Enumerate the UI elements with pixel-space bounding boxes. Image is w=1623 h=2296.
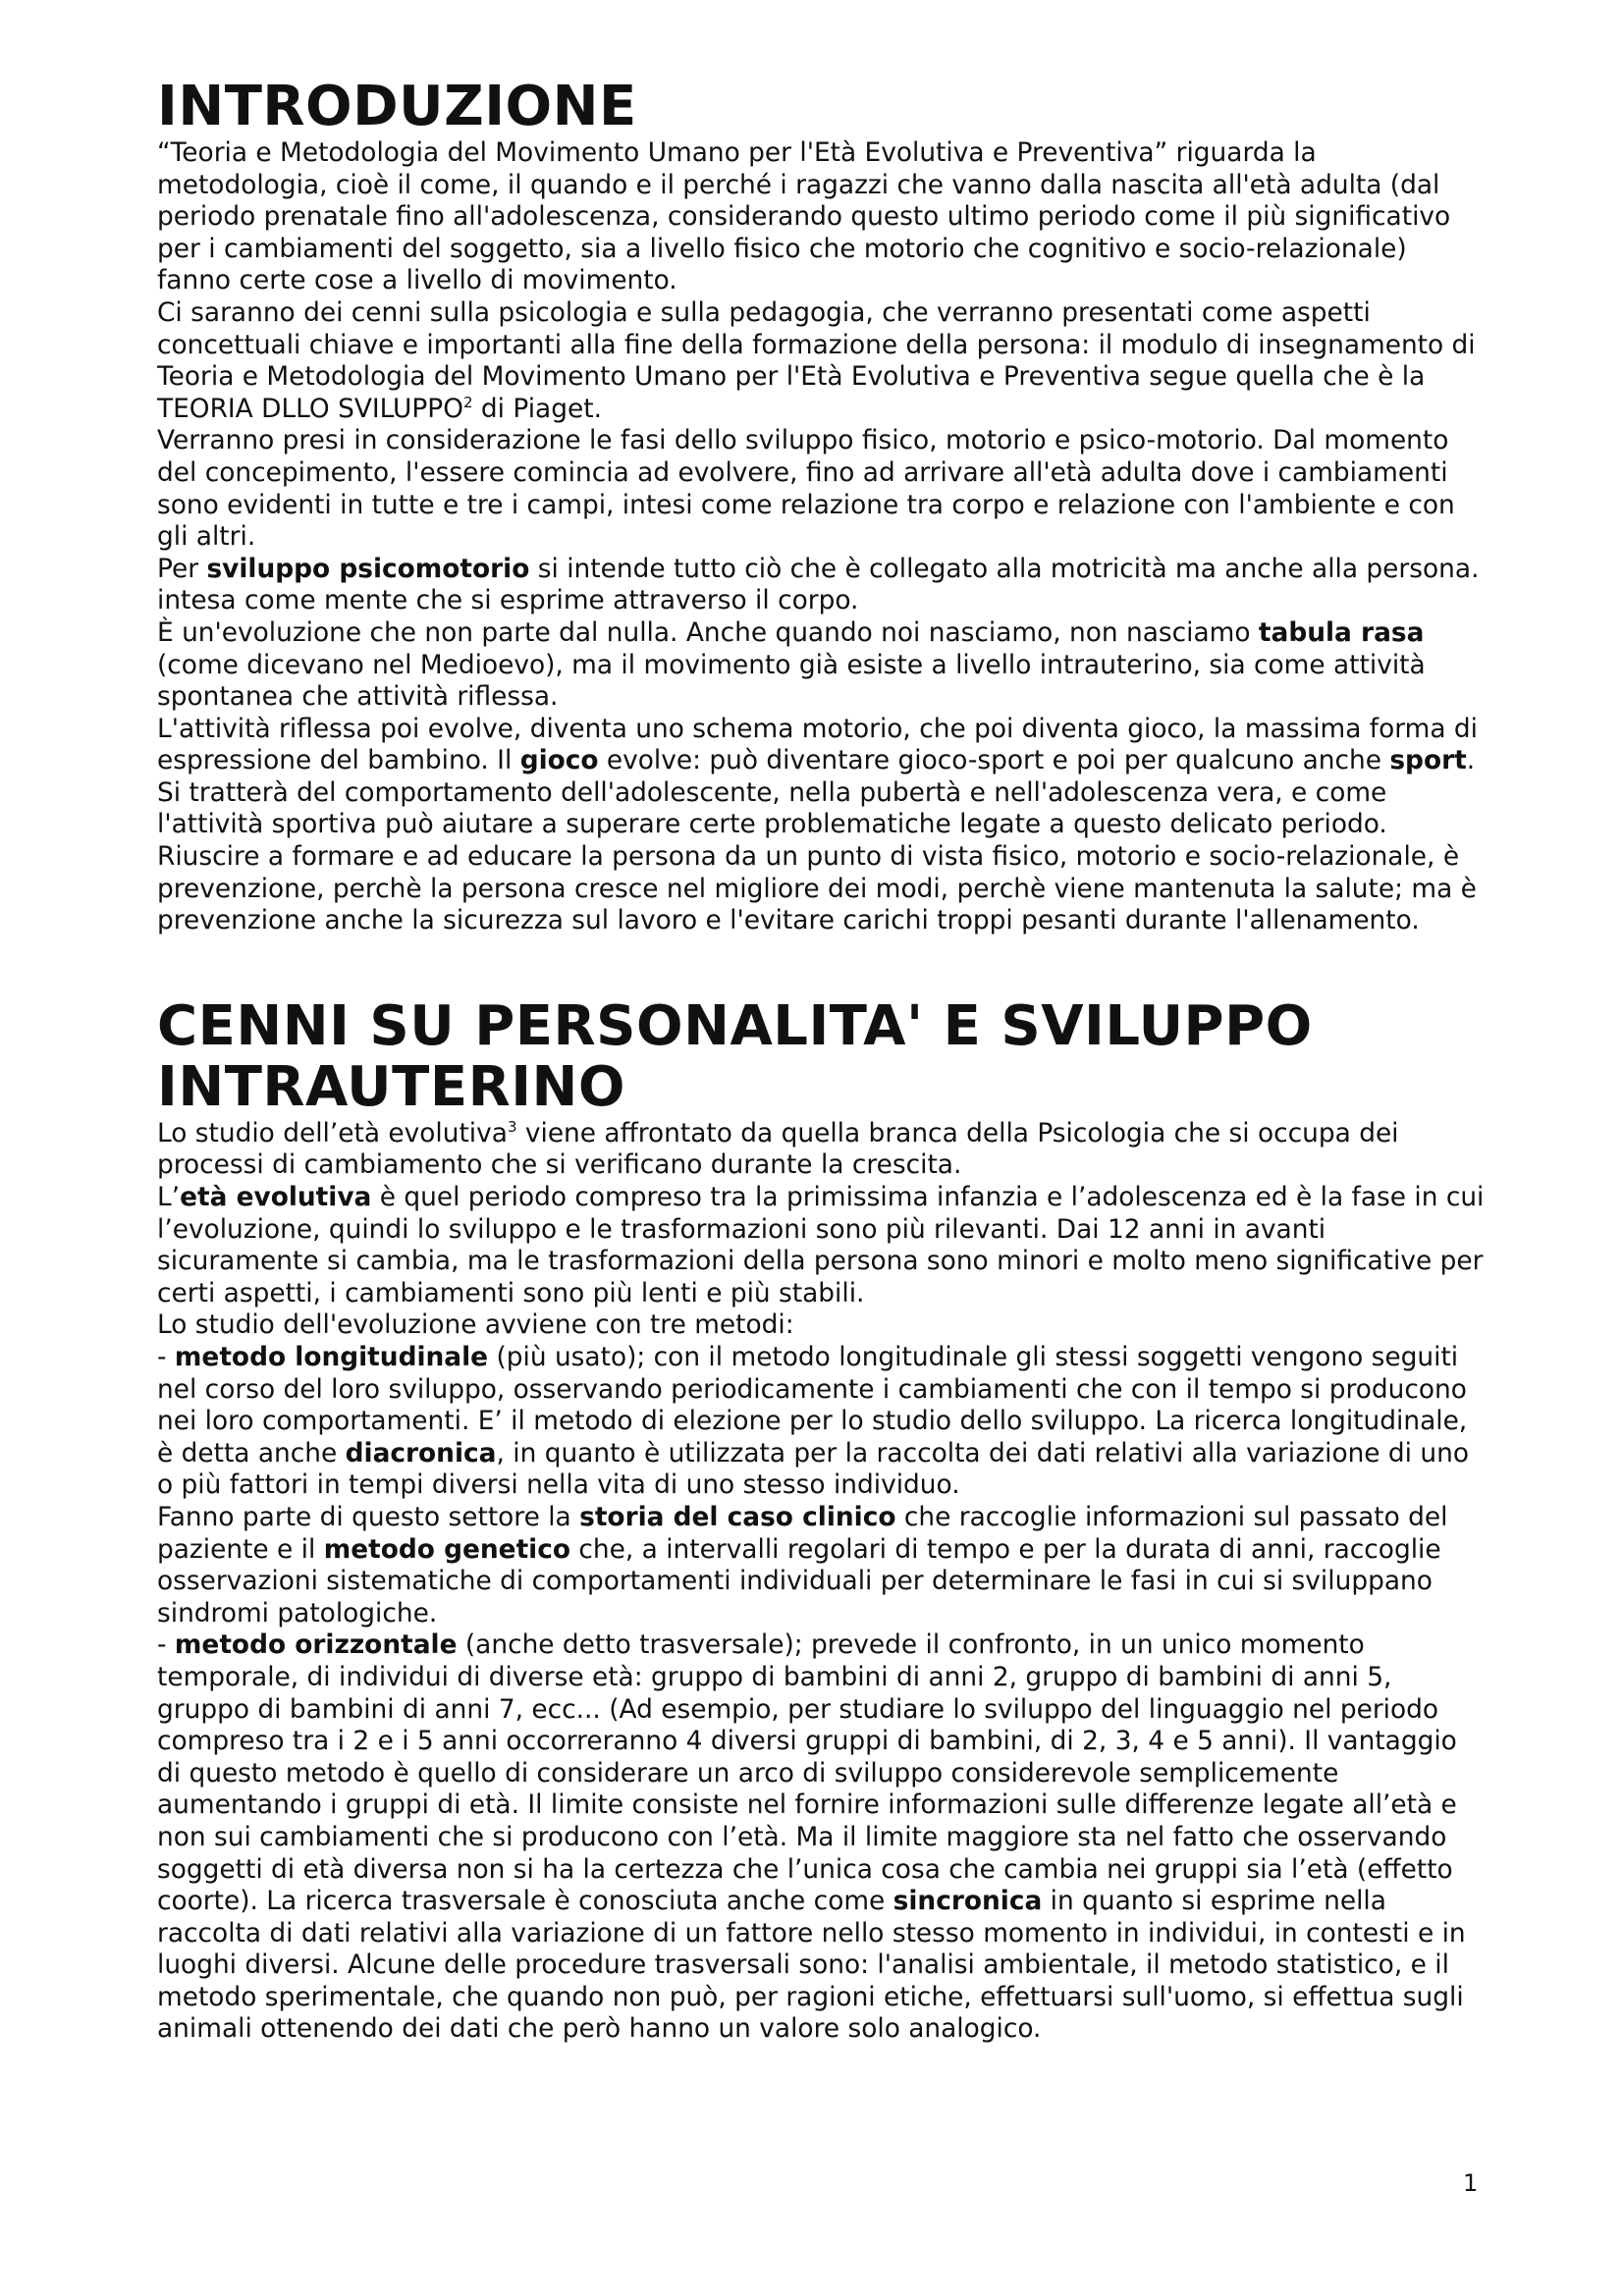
term-sport: sport <box>1389 745 1467 776</box>
intro-paragraph-7: Si tratterà del comportamento dell'adolescente, nella pubertà e nell'adolescenza vera, e come l'attività sportiva può aiutare a superare certe problematiche legate a questo delicato periodo. <box>157 776 1387 840</box>
document-page <box>157 77 1488 2046</box>
intro-paragraph-2: Ci saranno dei cenni sulla psicologia e sulla pedagogia, che verranno presentati come aspetti concettuali chiave e importanti alla fine della formazione della persona: il modulo di insegnamento di Teoria e Metodologia del Movimento Umano per l'Età Evolutiva e Preventiva segue quella che è la TEORIA DLLO SVILUPPO$^2$ di Piaget. <box>157 296 1476 424</box>
term-metodo-longitudinale: metodo longitudinale <box>174 1342 489 1372</box>
term-sincronica: sincronica <box>893 1886 1043 1917</box>
cenni-paragraph-1: Lo studio dell’età evolutiva$^3$ viene affrontato da quella branca della Psicologia che si occupa dei processi di cambiamento che si verificano durante la crescita. <box>157 1117 1399 1181</box>
section-title-cenni: CENNI SU PERSONALITA' E SVILUPPO INTRAUTERINO <box>157 993 1313 1119</box>
intro-paragraph-6: L'attività riflessa poi evolve, diventa uno schema motorio, che poi diventa gioco, la massima forma di espressione del bambino. Il gioco evolve: può diventare gioco-sport e poi per qualcuno anche sport. <box>157 713 1478 776</box>
cenni-paragraph-3: Lo studio dell'evoluzione avviene con tre metodi: <box>157 1309 794 1341</box>
footnote-ref-3: 3 <box>507 1118 517 1137</box>
cenni-paragraph-6: - metodo orizzontale (anche detto trasversale); prevede il confronto, in un unico momento temporale, di individui di diverse età: gruppo di bambini di anni 2, gruppo di bambini di anni 5, gruppo di bambini di anni 7, ecc... (Ad esempio, per studiare lo sviluppo del linguaggio nel periodo compreso tra i 2 e i 5 anni occorreranno 4 diversi gruppi di bambini, di 2, 3, 4 e 5 anni). Il vantaggio di questo metodo è quello di considerare un arco di sviluppo considerevole semplicemente aumentando i gruppi di età. Il limite consiste nel fornire informazioni sulle differenze legate all’età e non sui cambiamenti che si producono con l’età. Ma il limite maggiore sta nel fatto che osservando soggetti di età diversa non si ha la certezza che l’unica cosa che cambia nei gruppi sia l’età (effetto coorte). La ricerca trasversale è conosciuta anche come sincronica in quanto si esprime nella raccolta di dati relativi alla variazione di un fattore nello stesso momento in individui, in contesti e in luoghi diversi. Alcune delle procedure trasversali sono: l'analisi ambientale, il metodo statistico, e il metodo sperimentale, che quando non può, per ragioni etiche, effettuarsi sull'uomo, si effettua sugli animali ottenendo dei dati che però hanno un valore solo analogico. <box>157 1629 1466 2045</box>
cenni-paragraph-5: Fanno parte di questo settore la storia del caso clinico che raccoglie informazioni sul passato del paziente e il metodo genetico che, a intervalli regolari di tempo e per la durata di anni, raccoglie osservazioni sistematiche di comportamenti individuali per determinare le fasi in cui si sviluppano sindromi patologiche. <box>157 1501 1448 1629</box>
term-diacronica: diacronica <box>345 1437 497 1468</box>
term-storia-caso-clinico: storia del caso clinico <box>579 1501 896 1532</box>
term-tabula-rasa: tabula rasa <box>1258 616 1425 648</box>
term-sviluppo-psicomotorio: sviluppo psicomotorio <box>206 553 530 584</box>
term-eta-evolutiva: età evolutiva <box>180 1182 372 1213</box>
intro-paragraph-5: È un'evoluzione che non parte dal nulla. Anche quando noi nasciamo, non nasciamo tabula rasa (come dicevano nel Medioevo), ma il movimento già esiste a livello intrauterino, sia come attività spontanea che attività riflessa. <box>157 616 1426 713</box>
section-title-introduzione: INTRODUZIONE <box>157 75 637 138</box>
term-gioco: gioco <box>519 745 599 776</box>
intro-paragraph-1: “Teoria e Metodologia del Movimento Umano per l'Età Evolutiva e Preventiva” riguarda la metodologia, cioè il come, il quando e il perché i ragazzi che vanno dalla nascita all'età adulta (dal periodo prenatale fino all'adolescenza, considerando questo ultimo periodo come il più significativo per i cambiamenti del soggetto, sia a livello fisico che motorio che cognitivo e socio-relazionale) fanno certe cose a livello di movimento. <box>157 137 1451 296</box>
intro-paragraph-8: Riuscire a formare e ad educare la persona da un punto di vista fisico, motorio e socio-relazionale, è prevenzione, perchè la persona cresce nel migliore dei modi, perchè viene mantenuta la salute; ma è prevenzione anche la sicurezza sul lavoro e l'evitare carichi troppi pesanti durante l'allenamento. <box>157 841 1477 936</box>
page-number: 1 <box>1463 2169 1479 2197</box>
cenni-paragraph-2: L’età evolutiva è quel periodo compreso tra la primissima infanzia e l’adolescenza ed è la fase in cui l’evoluzione, quindi lo sviluppo e le trasformazioni sono più rilevanti. Dai 12 anni in avanti sicuramente si cambia, ma le trasformazioni della persona sono minori e molto meno significative per certi aspetti, i cambiamenti sono più lenti e più stabili. <box>157 1182 1485 1308</box>
intro-paragraph-3: Verranno presi in considerazione le fasi dello sviluppo fisico, motorio e psico-motorio. Dal momento del concepimento, l'essere comincia ad evolvere, fino ad arrivare all'età adulta dove i cambiamenti sono evidenti in tutte e tre i campi, intesi come relazione tra corpo e relazione con l'ambiente e con gli altri. <box>157 425 1455 553</box>
term-metodo-orizzontale: metodo orizzontale <box>174 1629 458 1661</box>
footnote-ref-2: 2 <box>462 393 473 411</box>
term-metodo-genetico: metodo genetico <box>323 1533 570 1565</box>
intro-paragraph-4: Per sviluppo psicomotorio si intende tutto ciò che è collegato alla motricità ma anche alla persona. intesa come mente che si esprime attraverso il corpo. <box>157 553 1480 616</box>
cenni-paragraph-4: - metodo longitudinale (più usato); con il metodo longitudinale gli stessi soggetti vengono seguiti nel corso del loro sviluppo, osservando periodicamente i cambiamenti che con il tempo si producono nei loro comportamenti. E’ il metodo di elezione per lo studio dello sviluppo. La ricerca longitudinale, è detta anche diacronica, in quanto è utilizzata per la raccolta dei dati relativi alla variazione di uno o più fattori in tempi diversi nella vita di uno stesso individuo. <box>157 1342 1470 1501</box>
